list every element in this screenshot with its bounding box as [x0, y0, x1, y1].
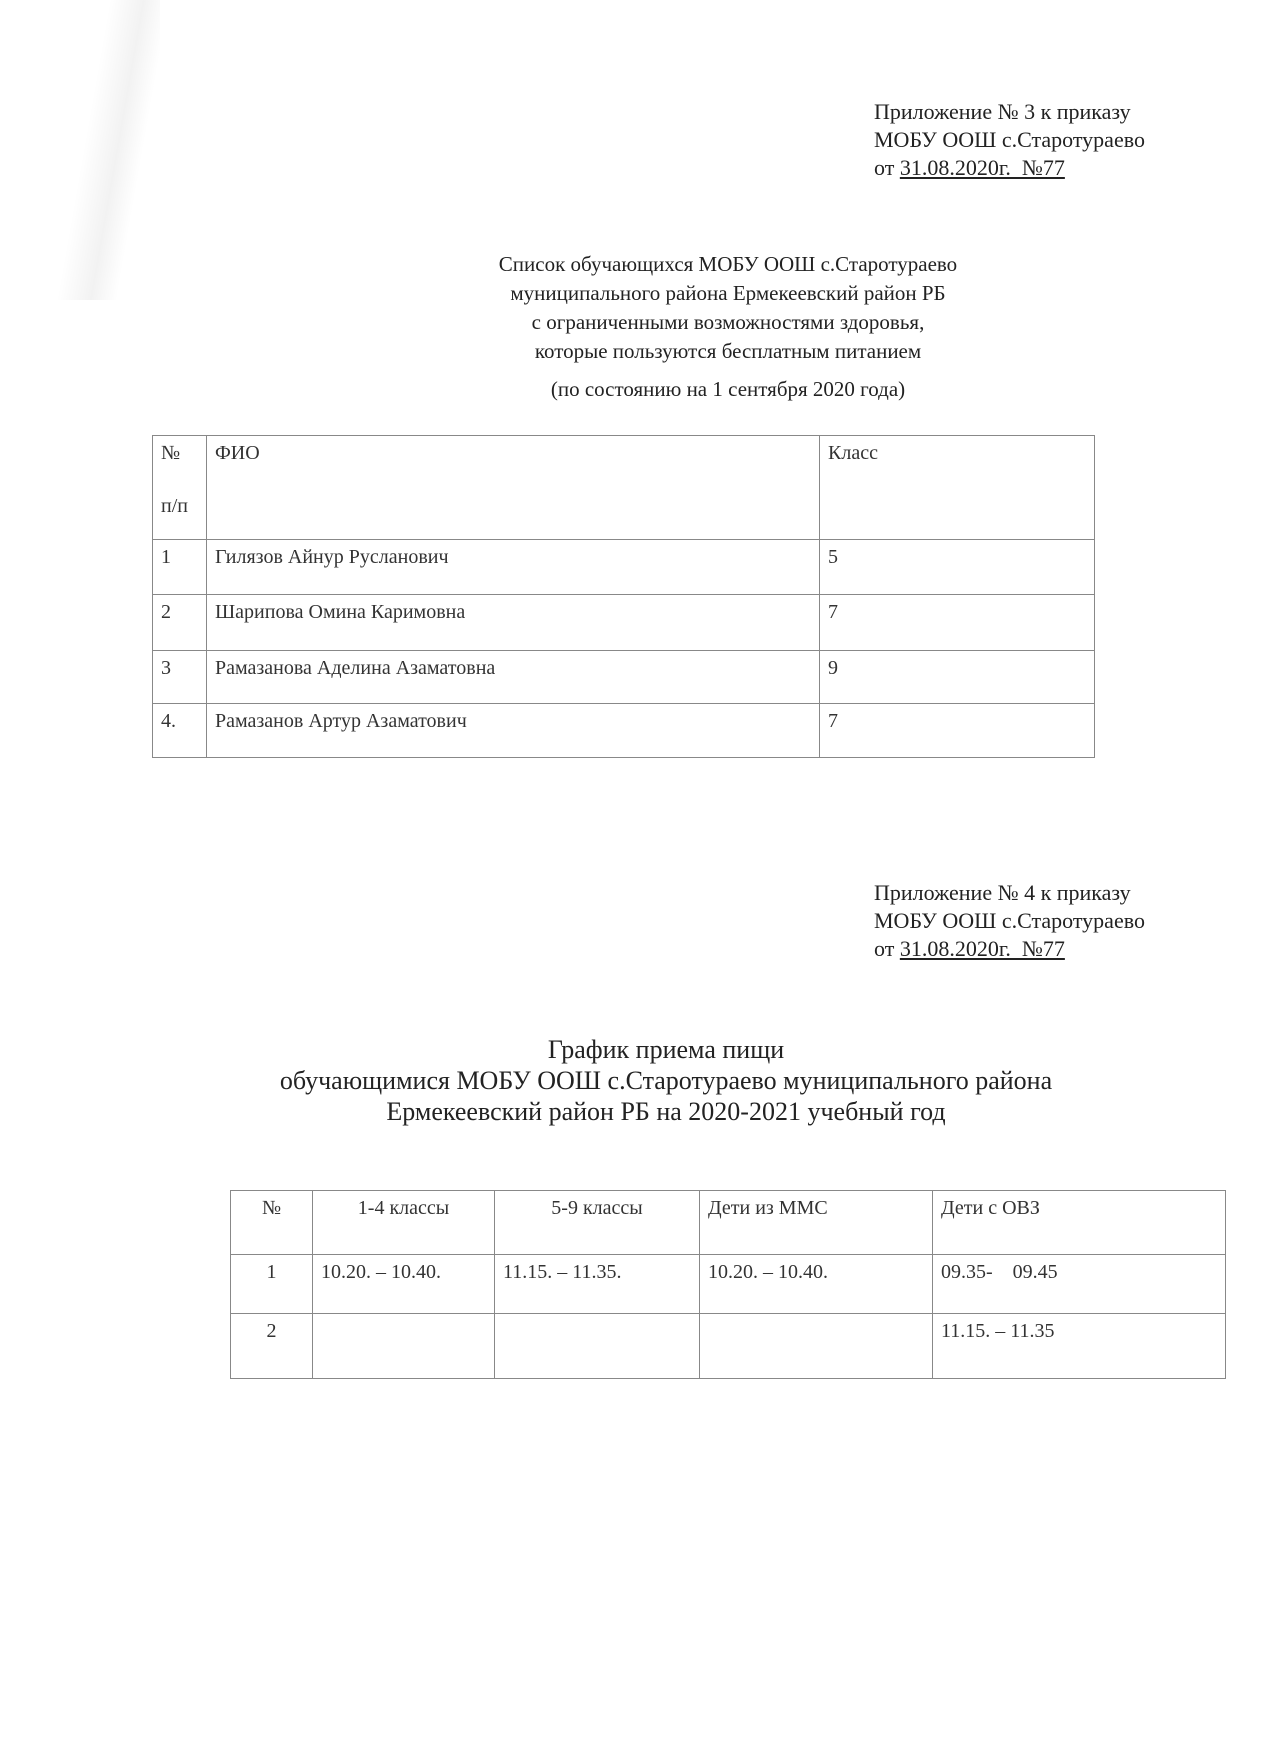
students-table — [152, 435, 1095, 758]
cell-class: 7 — [820, 595, 1095, 651]
cell-time: 11.15. – 11.35 — [933, 1314, 1226, 1379]
title-line: муниципального района Ермекеевский район РБ — [510, 281, 946, 305]
cell-time — [495, 1314, 700, 1379]
cell-num: 4. — [153, 704, 207, 758]
prefix: от — [874, 936, 900, 961]
order-ref: 31.08.2020г. №77 — [899, 155, 1065, 180]
table-row — [231, 1314, 1226, 1379]
header-grades-5-9: 5-9 классы — [495, 1191, 700, 1255]
header-ovz: Дети с ОВЗ — [933, 1191, 1226, 1255]
meal-schedule-table — [230, 1190, 1226, 1379]
appendix-4-header — [874, 879, 1145, 963]
cell-class: 7 — [820, 704, 1095, 758]
appendix-line: Приложение № 3 к приказу — [874, 99, 1131, 124]
title-subtitle: (по состоянию на 1 сентября 2020 года) — [550, 377, 906, 401]
header-num: № — [231, 1191, 313, 1255]
appendix-order-ref — [874, 154, 1145, 182]
cell-class: 9 — [820, 651, 1095, 704]
cell-time — [313, 1314, 495, 1379]
cell-time: 10.20. – 10.40. — [700, 1255, 933, 1314]
appendix-line: Приложение № 4 к приказу — [874, 880, 1131, 905]
cell-class: 5 — [820, 540, 1095, 595]
cell-num: 1 — [231, 1255, 313, 1314]
table-row — [231, 1255, 1226, 1314]
title-line: с ограниченными возможностями здоровья, — [531, 310, 925, 334]
appendix-3-header — [874, 98, 1145, 182]
cell-time — [700, 1314, 933, 1379]
cell-name: Рамазанов Артур Азаматович — [207, 704, 820, 758]
cell-num: 3 — [153, 651, 207, 704]
cell-time: 11.15. – 11.35. — [495, 1255, 700, 1314]
header-num — [153, 436, 207, 540]
title-line: График приема пищи — [547, 1035, 785, 1064]
cell-name: Гилязов Айнур Русланович — [207, 540, 820, 595]
num-label: п/п — [161, 495, 188, 517]
appendix-line: МОБУ ООШ с.Старотураево — [874, 908, 1145, 933]
cell-name: Шарипова Омина Каримовна — [207, 595, 820, 651]
table-row — [153, 704, 1095, 758]
cell-time: 09.35- 09.45 — [933, 1255, 1226, 1314]
appendix-order-ref — [874, 935, 1145, 963]
table-row — [153, 540, 1095, 595]
title-line: Ермекеевский район РБ на 2020-2021 учебный год — [386, 1097, 946, 1126]
scan-shadow — [40, 0, 160, 300]
schedule-title — [216, 1034, 1116, 1127]
appendix-line: МОБУ ООШ с.Старотураево — [874, 127, 1145, 152]
order-ref: 31.08.2020г. №77 — [899, 936, 1065, 961]
table-row — [153, 595, 1095, 651]
cell-time: 10.20. – 10.40. — [313, 1255, 495, 1314]
num-label: № — [161, 442, 181, 464]
title-line: обучающимися МОБУ ООШ с.Старотураево муниципального района — [279, 1066, 1053, 1095]
header-grades-1-4: 1-4 классы — [313, 1191, 495, 1255]
title-line: которые пользуются бесплатным питанием — [534, 339, 922, 363]
cell-num: 2 — [231, 1314, 313, 1379]
list-title — [400, 250, 1056, 404]
table-header-row — [231, 1191, 1226, 1255]
header-name: ФИО — [207, 436, 820, 540]
prefix: от — [874, 155, 900, 180]
table-row — [153, 651, 1095, 704]
cell-num: 2 — [153, 595, 207, 651]
header-class: Класс — [820, 436, 1095, 540]
cell-name: Рамазанова Аделина Азаматовна — [207, 651, 820, 704]
cell-num: 1 — [153, 540, 207, 595]
title-line: Список обучающихся МОБУ ООШ с.Старотураево — [498, 252, 958, 276]
table-header-row — [153, 436, 1095, 540]
header-mms: Дети из ММС — [700, 1191, 933, 1255]
